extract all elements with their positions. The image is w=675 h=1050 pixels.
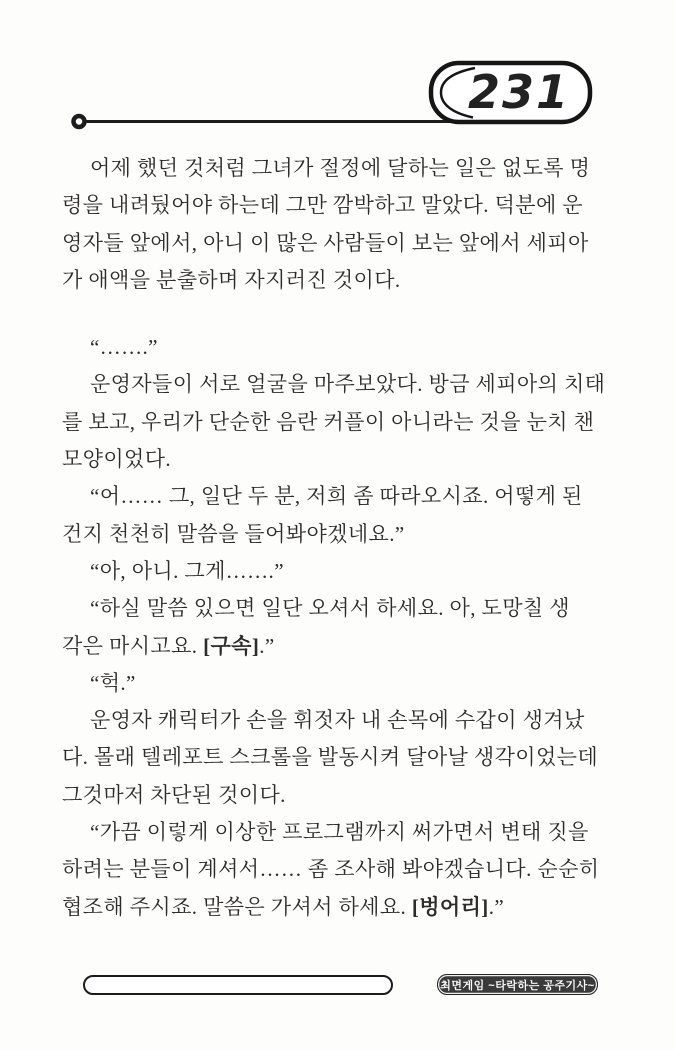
text-line: 를 보고, 우리가 단순한 음란 커플이 아니라는 것을 눈치 챈 (62, 409, 595, 434)
text-line: 령을 내려뒀어야 하는데 그만 깜박하고 말았다. 덕분에 운 (62, 193, 583, 218)
text-line: 하려는 분들이 계셔서…… 좀 조사해 봐야겠습니다. 순순히 (62, 857, 600, 882)
text-line: 영자들 앞에서, 아니 이 많은 사람들이 보는 앞에서 세피아 (62, 230, 589, 255)
text-line: “어…… 그, 일단 두 분, 저희 좀 따라오시죠. 어떻게 된 (90, 484, 583, 509)
text-line: “하실 말씀 있으면 일단 오셔서 하세요. 아, 도망칠 생 (90, 596, 570, 621)
series-title: 최면게임 ~타락하는 공주기사~ (440, 979, 595, 992)
text-line: “헉.” (90, 670, 136, 695)
text-line: 협조해 주시죠. 말씀은 가셔서 하세요. [벙어리].” (62, 894, 505, 919)
text-line: 운영자 캐릭터가 손을 휘젓자 내 손목에 수갑이 생겨났 (90, 708, 585, 733)
text-line: 각은 마시고요. [구속].” (62, 633, 275, 658)
text-line: 건지 천천히 말씀을 들어봐야겠네요.” (62, 521, 405, 546)
text-line: 그것마저 차단된 것이다. (62, 782, 286, 807)
text-line: 어제 했던 것처럼 그녀가 절정에 달하는 일은 없도록 명 (90, 156, 591, 180)
text-line: 다. 몰래 텔레포트 스크롤을 발동시켜 달아날 생각이었는데 (62, 745, 599, 770)
blank-line (62, 299, 618, 329)
text-line: “…….” (90, 335, 158, 360)
text-line: 모양이었다. (62, 447, 172, 472)
page-number: 231 (467, 65, 571, 119)
header-ring-icon (74, 116, 85, 127)
text-line: 가 애액을 분출하며 자지러진 것이다. (62, 267, 401, 292)
text-line: “아, 아니. 그게…….” (90, 558, 284, 583)
footer-pill (83, 975, 393, 995)
page-number-emblem (0, 0, 675, 150)
series-title-badge (437, 974, 598, 995)
body-text (62, 150, 618, 926)
text-line: 운영자들이 서로 얼굴을 마주보았다. 방금 세피아의 치태 (90, 372, 606, 397)
text-line: “가끔 이렇게 이상한 프로그램까지 써가면서 변태 짓을 (90, 820, 589, 845)
